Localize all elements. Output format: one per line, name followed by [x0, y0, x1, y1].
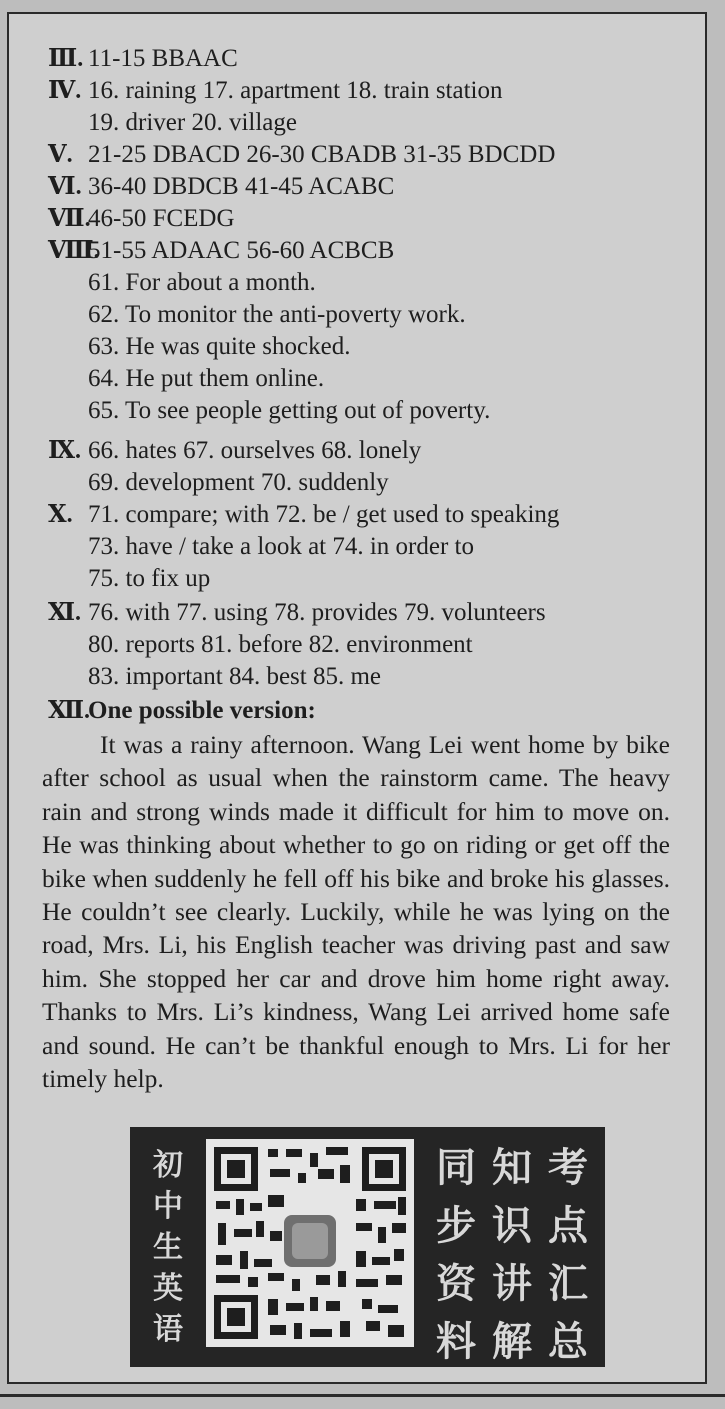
answer-text: 51-55 ADAAC 56-60 ACBCB [88, 237, 395, 264]
section-number: Ⅲ. [48, 46, 84, 72]
answer-text: 11-15 BBAAC [88, 45, 238, 72]
answer-text: 65. To see people getting out of poverty. [88, 397, 491, 424]
promo-char: 初 [153, 1148, 183, 1183]
promo-char: 解 [492, 1319, 532, 1365]
promo-char: 汇 [548, 1261, 588, 1307]
promo-char: 步 [436, 1203, 476, 1249]
answer-text: 66. hates 67. ourselves 68. lonely [88, 437, 422, 464]
promo-char: 讲 [492, 1261, 532, 1307]
section-number: Ⅹ. [48, 502, 73, 528]
answer-text: 76. with 77. using 78. provides 79. volunteers [88, 599, 546, 626]
section-number: Ⅷ. [48, 238, 100, 264]
promo-char: 同 [436, 1145, 476, 1191]
answer-text: 63. He was quite shocked. [88, 333, 351, 360]
promo-banner [130, 1127, 605, 1367]
promo-char: 语 [153, 1312, 183, 1347]
answer-text: 71. compare; with 72. be / get used to speaking [88, 501, 560, 528]
section-number: Ⅺ. [48, 600, 82, 626]
promo-grid-text [428, 1139, 596, 1371]
section-number: Ⅸ. [48, 438, 82, 464]
answer-text: 73. have / take a look at 74. in order to [88, 533, 474, 560]
bottom-rule [0, 1394, 725, 1397]
answer-text: 62. To monitor the anti-poverty work. [88, 301, 466, 328]
answer-text: 64. He put them online. [88, 365, 325, 392]
answer-text: 61. For about a month. [88, 269, 316, 296]
section-number: Ⅵ. [48, 174, 82, 200]
section-number: Ⅻ. [48, 698, 91, 724]
section-number: Ⅴ. [48, 142, 73, 168]
promo-char: 生 [153, 1230, 183, 1265]
promo-char: 资 [436, 1261, 476, 1307]
promo-char: 知 [492, 1145, 532, 1191]
promo-char: 料 [436, 1319, 476, 1365]
promo-char: 考 [548, 1145, 588, 1191]
qr-code-icon[interactable] [206, 1139, 414, 1347]
answer-text: 75. to fix up [88, 565, 211, 592]
promo-char: 点 [548, 1203, 588, 1249]
promo-char: 识 [492, 1203, 532, 1249]
answer-text: 19. driver 20. village [88, 109, 297, 136]
answer-text: 69. development 70. suddenly [88, 469, 389, 496]
promo-char: 总 [548, 1319, 588, 1365]
answer-text: 83. important 84. best 85. me [88, 663, 382, 690]
answer-text: 36-40 DBDCB 41-45 ACABC [88, 173, 395, 200]
model-essay: It was a rainy afternoon. Wang Lei went home by bike after school as usual when the rainstorm came. The heavy rain and strong winds made it difficult for him to move on. He was thinking about whether to go on riding or get off the bike when suddenly he fell off his bike and broke his glasses. He couldn’t see clearly. Luckily, while he was lying on the road, Mrs. Li, his English teacher was driving past and saw him. She stopped her car and drove him home right away. Thanks to Mrs. Li’s kindness, Wang Lei arrived home safe and sound. He can’t be thankful enough to Mrs. Li for her timely help. [42, 730, 670, 1094]
promo-char: 中 [153, 1189, 183, 1224]
section-number: Ⅳ. [48, 78, 82, 104]
answer-text: 21-25 DBACD 26-30 CBADB 31-35 BDCDD [88, 141, 556, 168]
promo-char: 英 [153, 1271, 183, 1306]
answer-text: 80. reports 81. before 82. environment [88, 631, 473, 658]
answer-text: 16. raining 17. apartment 18. train station [88, 77, 503, 104]
section-number: Ⅶ. [48, 206, 91, 232]
answer-text: 46-50 FCEDG [88, 205, 235, 232]
promo-vertical-text [150, 1145, 186, 1350]
essay-heading: One possible version: [88, 697, 316, 724]
